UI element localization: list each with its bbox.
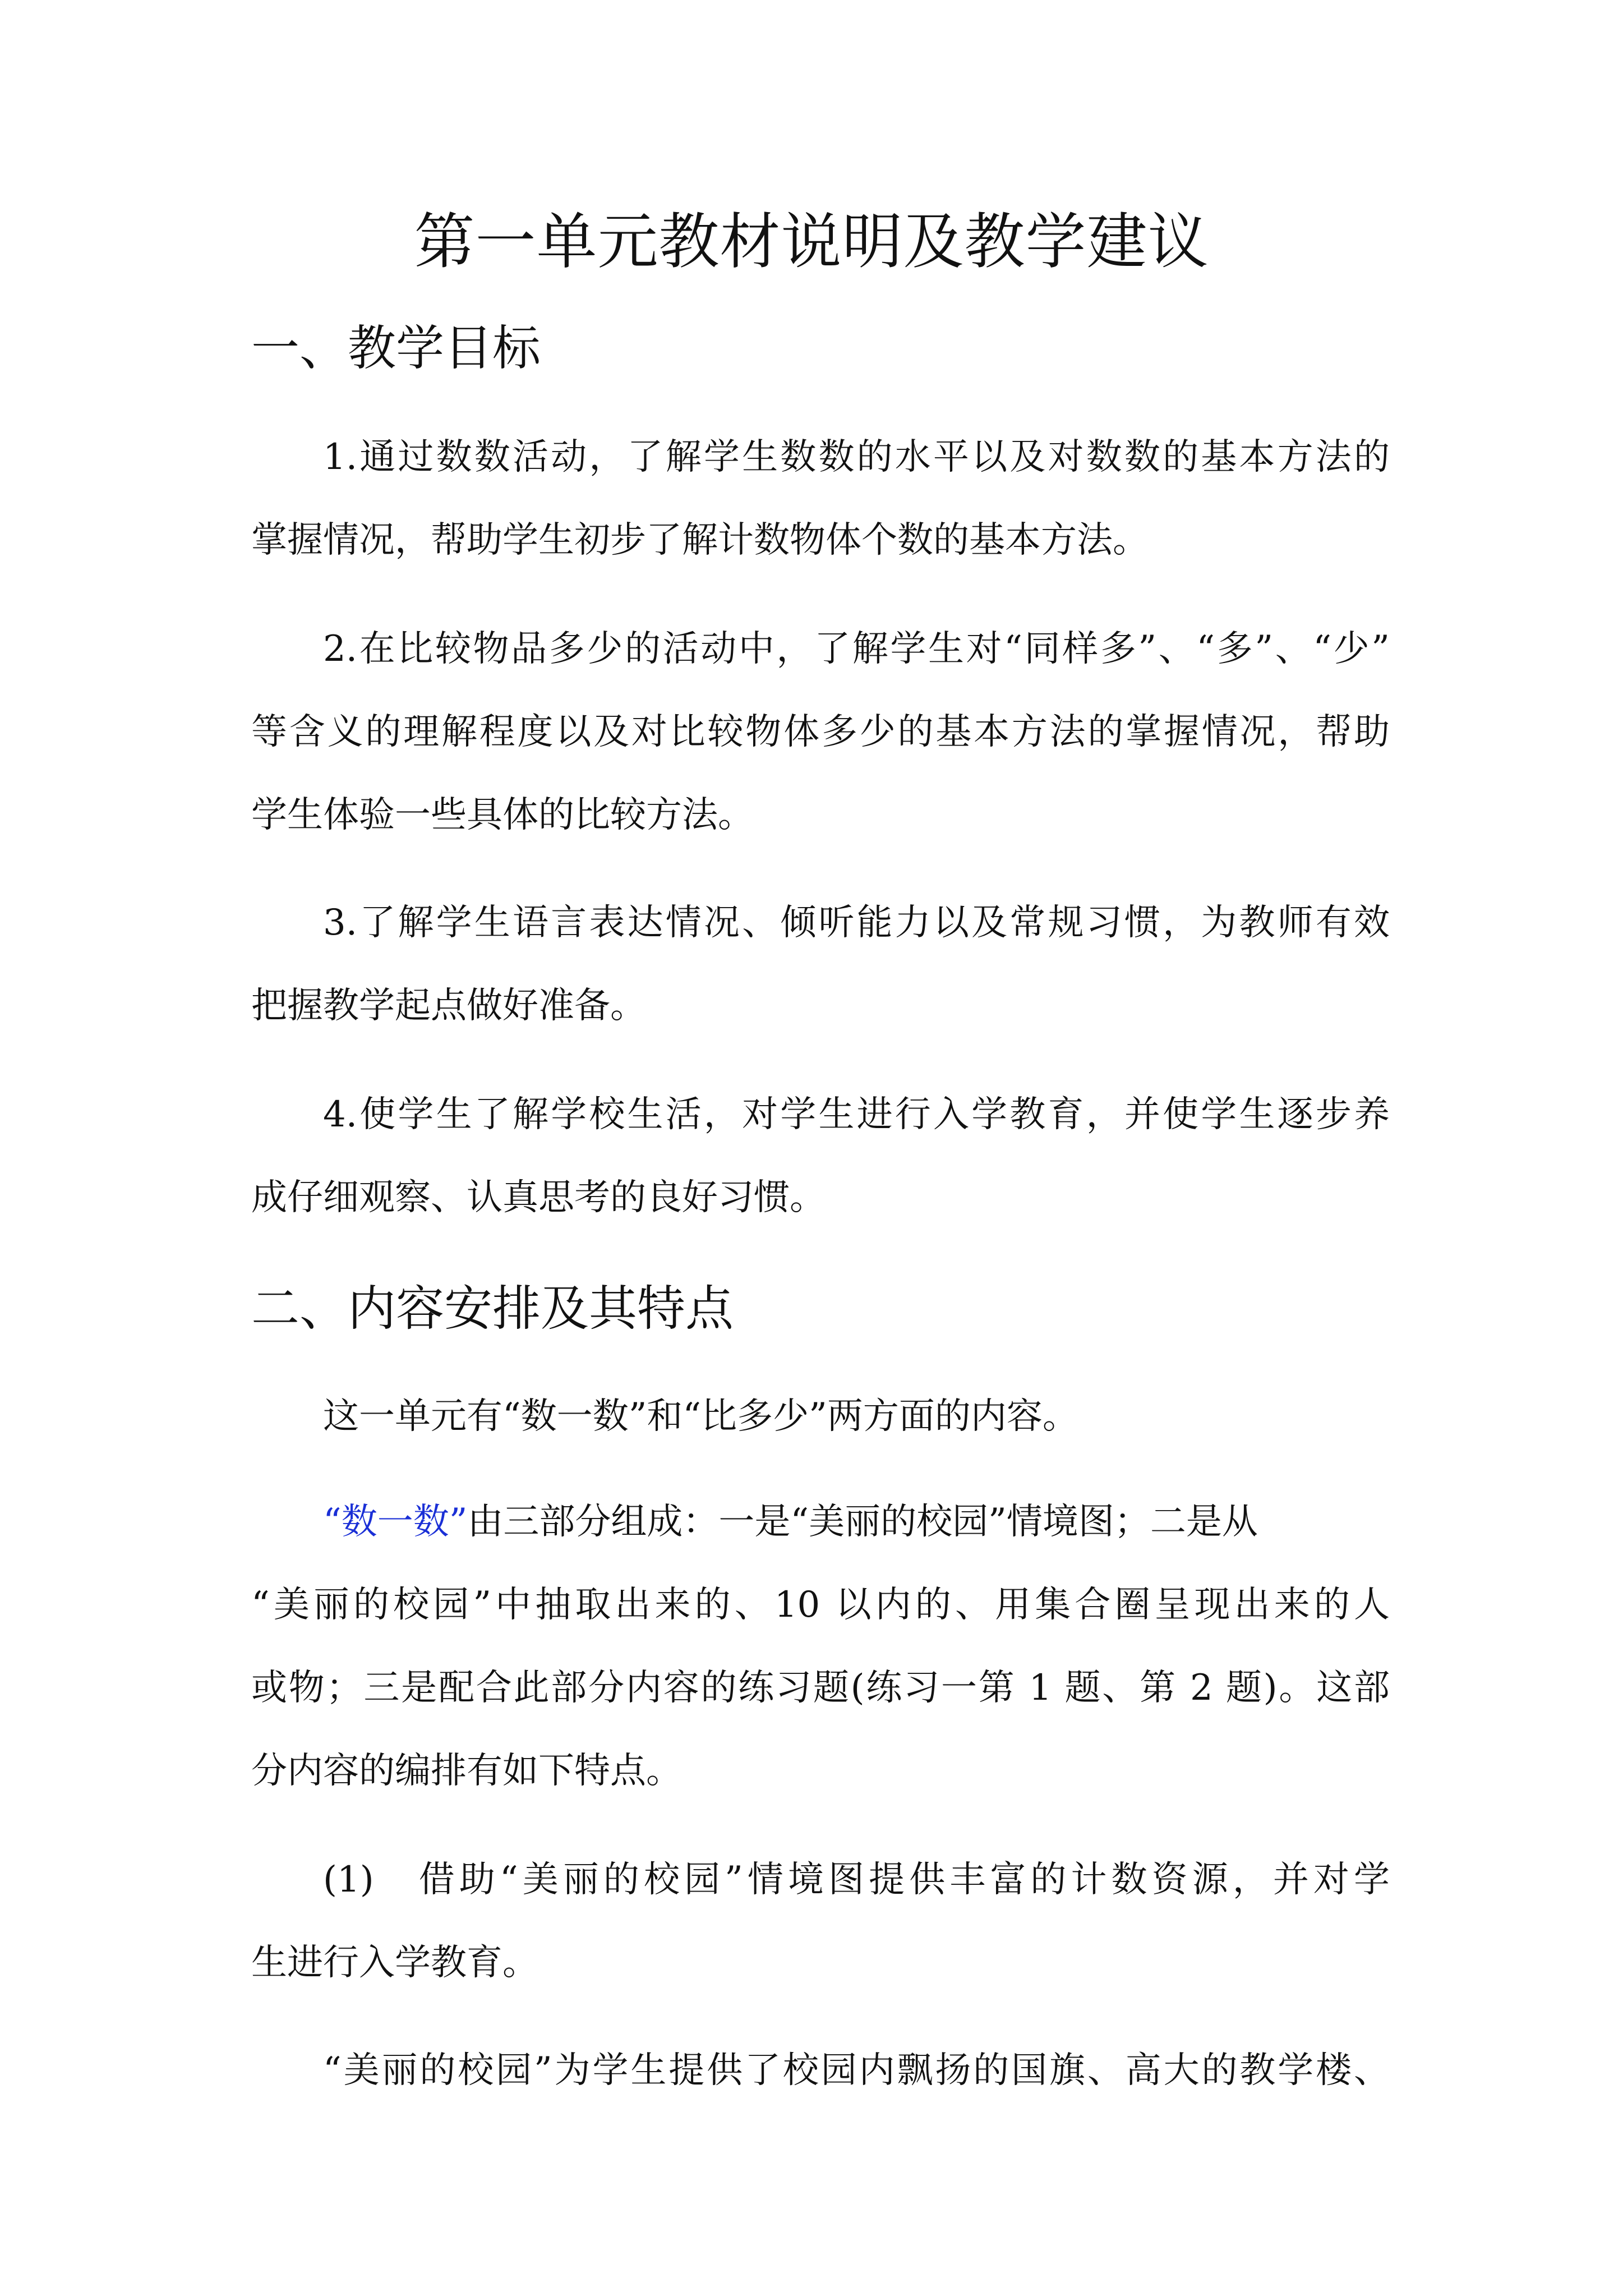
paragraph-line: “美丽的校园”为学生提供了校园内飘扬的国旗、高大的教学楼、 <box>323 2050 1390 2091</box>
section-heading-teaching-goals: 一、教学目标 <box>251 320 541 376</box>
paragraph-line: 分内容的编排有如下特点。 <box>251 1750 682 1792</box>
paragraph-line: 或物；三是配合此部分内容的练习题(练习一第 1 题、第 2 题)。这部 <box>251 1667 1390 1709</box>
paragraph-line: 学生体验一些具体的比较方法。 <box>251 794 754 836</box>
paragraph-line: 4.使学生了解学校生活，对学生进行入学教育，并使学生逐步养 <box>323 1094 1390 1135</box>
paragraph-line: 这一单元有“数一数”和“比多少”两方面的内容。 <box>323 1396 1078 1437</box>
paragraph-line: 3.了解学生语言表达情况、倾听能力以及常规习惯，为教师有效 <box>323 902 1390 944</box>
paragraph-line: 掌握情况，帮助学生初步了解计数物体个数的基本方法。 <box>251 519 1149 561</box>
section-heading-content-arrangement: 二、内容安排及其特点 <box>251 1281 734 1337</box>
paragraph-text: 由三部分组成：一是“美丽的校园”情境图；二是从 <box>467 1501 1258 1543</box>
shu-yi-shu-link[interactable]: “数一数” <box>323 1501 468 1543</box>
paragraph-line: 生进行入学教育。 <box>251 1942 538 1984</box>
paragraph-line: 成仔细观察、认真思考的良好习惯。 <box>251 1177 826 1218</box>
paragraph-line <box>323 1497 1390 1547</box>
paragraph-line: 把握教学起点做好准备。 <box>251 985 646 1027</box>
paragraph-line: (1) 借助“美丽的校园”情境图提供丰富的计数资源，并对学 <box>323 1859 1390 1901</box>
document-title: 第一单元教材说明及教学建议 <box>414 207 1209 277</box>
paragraph-line: “美丽的校园”中抽取出来的、10 以内的、用集合圈呈现出来的人 <box>251 1584 1390 1626</box>
paragraph-line: 等含义的理解程度以及对比较物体多少的基本方法的掌握情况，帮助 <box>251 711 1390 753</box>
paragraph-line: 2.在比较物品多少的活动中，了解学生对“同样多”、“多”、“少” <box>323 628 1390 670</box>
paragraph-line: 1.通过数数活动，了解学生数数的水平以及对数数的基本方法的 <box>323 436 1390 478</box>
